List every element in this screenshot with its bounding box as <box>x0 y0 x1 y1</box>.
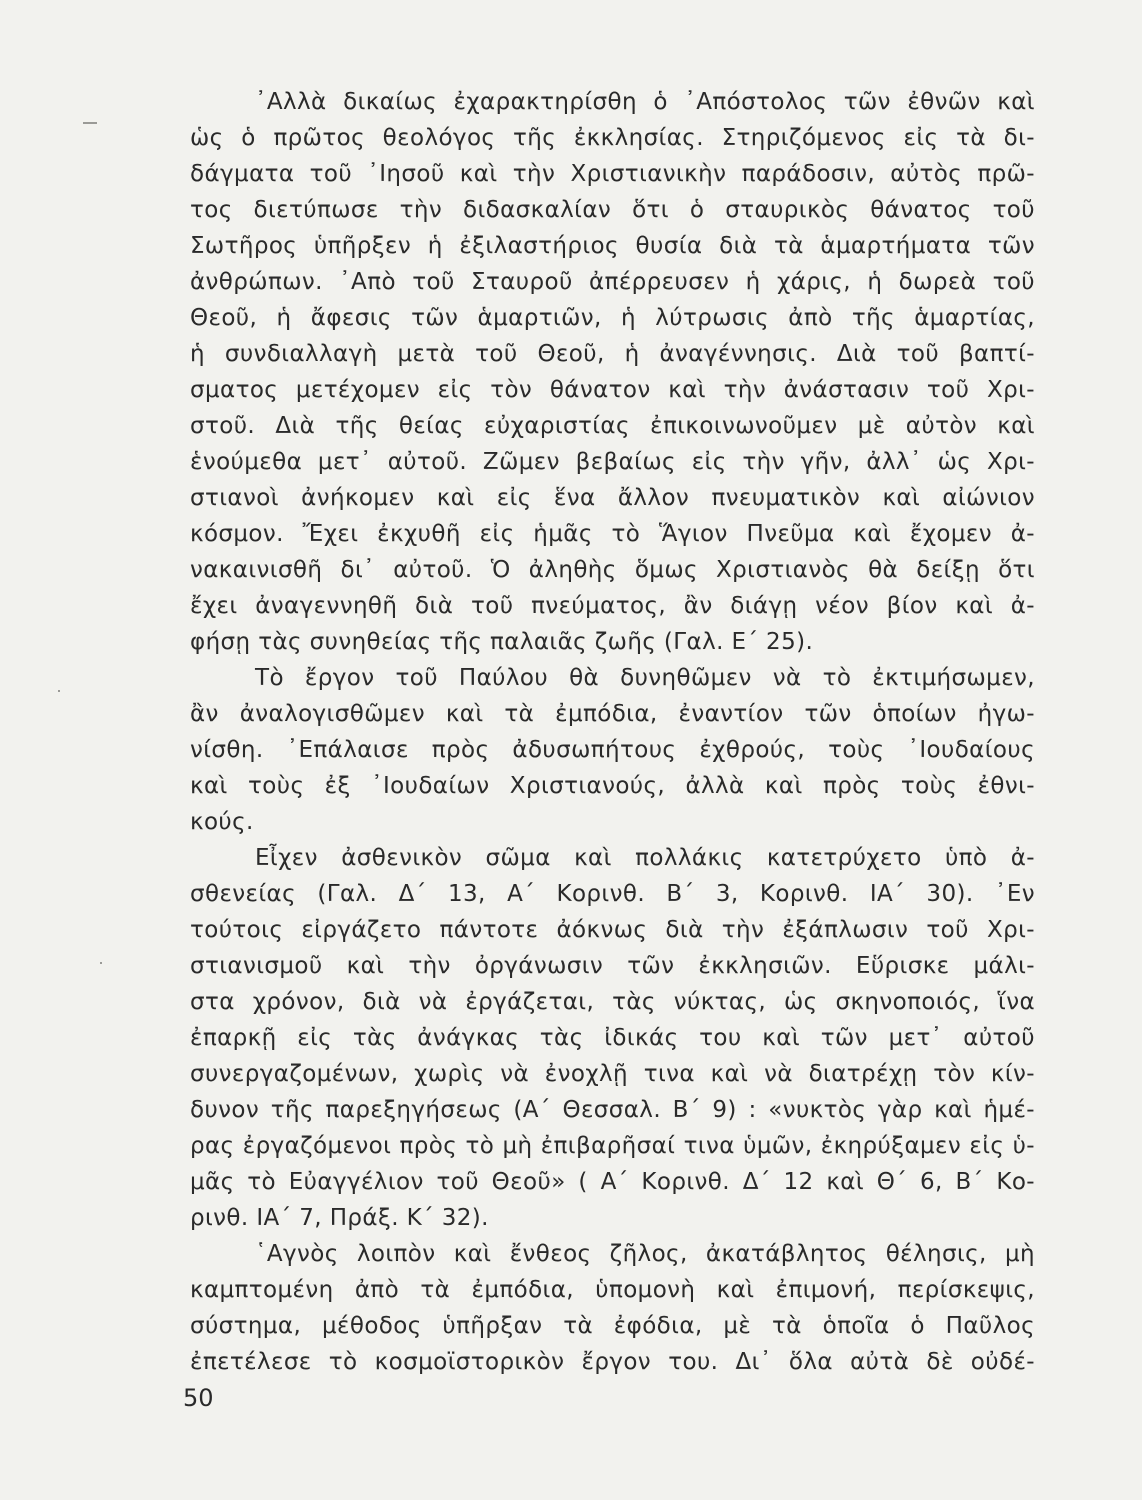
text-line: ρινθ. ΙΑ΄ 7, Πράξ. Κ΄ 32). <box>190 1205 489 1231</box>
text-line: δάγματα τοῦ ᾿Ιησοῦ καὶ τὴν Χριστιανικὴν παράδοσιν, αὐτὸς πρῶ- <box>190 161 1035 187</box>
text-line: Θεοῦ, ἡ ἄφεσις τῶν ἁμαρτιῶν, ἡ λύτρωσις ἀπὸ τῆς ἁμαρτίας, <box>190 305 1035 331</box>
text-line: ἐπαρκῇ εἰς τὰς ἀνάγκας τὰς ἰδικάς του καὶ τῶν μετ᾿ αὐτοῦ <box>190 1025 1035 1051</box>
text-line: μᾶς τὸ Εὐαγγέλιον τοῦ Θεοῦ» ( Α΄ Κορινθ. Δ΄ 12 καὶ Θ΄ 6, Β΄ Κο- <box>190 1169 1035 1195</box>
text-line: ᾿Αλλὰ δικαίως ἐχαρακτηρίσθη ὁ ᾿Απόστολος τῶν ἐθνῶν καὶ <box>255 89 1035 115</box>
text-line: τούτοις εἰργάζετο πάντοτε ἀόκνως διὰ τὴν ἐξάπλωσιν τοῦ Χρι- <box>190 917 1035 943</box>
text-line: στιανοὶ ἀνήκομεν καὶ εἰς ἕνα ἄλλον πνευματικὸν καὶ αἰώνιον <box>190 485 1035 511</box>
text-line: στοῦ. Διὰ τῆς θείας εὐχαριστίας ἐπικοινωνοῦμεν μὲ αὐτὸν καὶ <box>190 413 1035 439</box>
text-line: κόσμον. Ἔχει ἐκχυθῆ εἰς ἡμᾶς τὸ Ἅγιον Πνεῦμα καὶ ἔχομεν ἀ- <box>190 521 1035 547</box>
text-line: ἡ συνδιαλλαγὴ μετὰ τοῦ Θεοῦ, ἡ ἀναγέννησις. Διὰ τοῦ βαπτί- <box>190 341 1035 367</box>
text-line: καὶ τοὺς ἐξ ᾿Ιουδαίων Χριστιανούς, ἀλλὰ καὶ πρὸς τοὺς ἐθνι- <box>190 773 1035 799</box>
text-line: δυνον τῆς παρεξηγήσεως (Α΄ Θεσσαλ. Β΄ 9) : «νυκτὸς γὰρ καὶ ἡμέ- <box>190 1097 1035 1123</box>
text-line: σύστημα, μέθοδος ὑπῆρξαν τὰ ἐφόδια, μὲ τὰ ὁποῖα ὁ Παῦλος <box>190 1313 1035 1339</box>
text-line: κούς. <box>190 809 254 835</box>
text-line: ὡς ὁ πρῶτος θεολόγος τῆς ἐκκλησίας. Στηριζόμενος εἰς τὰ δι- <box>190 125 1035 151</box>
text-line: νακαινισθῆ δι᾿ αὐτοῦ. Ὁ ἀληθὴς ὅμως Χριστιανὸς θὰ δείξῃ ὅτι <box>190 557 1035 583</box>
text-line: ῾Αγνὸς λοιπὸν καὶ ἔνθεος ζῆλος, ἀκατάβλητος θέλησις, μὴ <box>255 1241 1035 1267</box>
text-line: στιανισμοῦ καὶ τὴν ὀργάνωσιν τῶν ἐκκλησιῶν. Εὕρισκε μάλι- <box>190 953 1035 979</box>
page-number: 50 <box>183 1384 214 1412</box>
text-line: ἂν ἀναλογισθῶμεν καὶ τὰ ἐμπόδια, ἐναντίον τῶν ὁποίων ἠγω- <box>190 701 1035 727</box>
text-line: σματος μετέχομεν εἰς τὸν θάνατον καὶ τὴν ἀνάστασιν τοῦ Χρι- <box>190 377 1035 403</box>
text-line: ἑνούμεθα μετ᾿ αὐτοῦ. Ζῶμεν βεβαίως εἰς τὴν γῆν, ἀλλ᾿ ὡς Χρι- <box>190 449 1035 475</box>
text-line: ἔχει ἀναγεννηθῆ διὰ τοῦ πνεύματος, ἂν διάγῃ νέον βίον καὶ ἀ- <box>190 593 1035 619</box>
text-line: φήσῃ τὰς συνηθείας τῆς παλαιᾶς ζωῆς (Γαλ. Ε΄ 25). <box>190 629 814 655</box>
text-line: Τὸ ἔργον τοῦ Παύλου θὰ δυνηθῶμεν νὰ τὸ ἐκτιμήσωμεν, <box>255 665 1035 691</box>
text-line: νίσθη. ᾿Επάλαισε πρὸς ἀδυσωπήτους ἐχθρούς, τοὺς ᾿Ιουδαίους <box>190 737 1035 763</box>
text-line: τος διετύπωσε τὴν διδασκαλίαν ὅτι ὁ σταυρικὸς θάνατος τοῦ <box>190 197 1035 223</box>
text-line: Σωτῆρος ὑπῆρξεν ἡ ἐξιλαστήριος θυσία διὰ τὰ ἁμαρτήματα τῶν <box>190 233 1035 259</box>
text-line: σθενείας (Γαλ. Δ΄ 13, Α΄ Κορινθ. Β΄ 3, Κορινθ. ΙΑ΄ 30). ᾿Εν <box>190 881 1035 907</box>
text-line: ἀνθρώπων. ᾿Απὸ τοῦ Σταυροῦ ἀπέρρευσεν ἡ χάρις, ἡ δωρεὰ τοῦ <box>190 269 1035 295</box>
text-line: καμπτομένη ἀπὸ τὰ ἐμπόδια, ὑπομονὴ καὶ ἐπιμονή, περίσκεψις, <box>190 1277 1035 1303</box>
text-line: συνεργαζομένων, χωρὶς νὰ ἐνοχλῇ τινα καὶ νὰ διατρέχῃ τὸν κίν- <box>190 1061 1035 1087</box>
text-line: Εἶχεν ἀσθενικὸν σῶμα καὶ πολλάκις κατετρύχετο ὑπὸ ἀ- <box>255 845 1035 871</box>
text-line: ἐπετέλεσε τὸ κοσμοϊστορικὸν ἔργον του. Δι᾿ ὅλα αὐτὰ δὲ οὐδέ- <box>190 1349 1035 1375</box>
text-line: στα χρόνον, διὰ νὰ ἐργάζεται, τὰς νύκτας, ὡς σκηνοποιός, ἵνα <box>190 989 1035 1015</box>
text-line: ρας ἐργαζόμενοι πρὸς τὸ μὴ ἐπιβαρῆσαί τινα ὑμῶν, ἐκηρύξαμεν εἰς ὑ- <box>190 1133 1035 1159</box>
